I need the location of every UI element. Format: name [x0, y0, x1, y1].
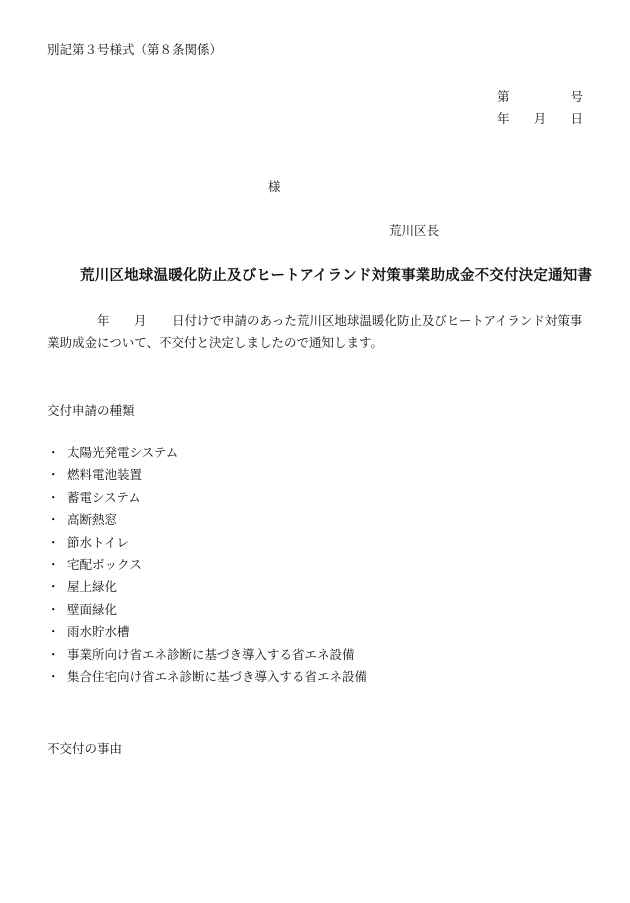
list-item — [47, 491, 367, 513]
body-year: 年 — [97, 313, 110, 328]
list-item-label: 節水トイレ — [67, 534, 129, 550]
number-suffix: 号 — [570, 89, 583, 104]
section-heading-application-types: 交付申請の種類 — [47, 403, 135, 418]
list-item — [47, 536, 367, 558]
list-item-label: 事業所向け省エネ診断に基づき導入する省エネ設備 — [67, 646, 355, 662]
number-prefix: 第 — [497, 89, 510, 104]
bullet: ・ — [47, 534, 60, 550]
document-title: 荒川区地球温暖化防止及びヒートアイランド対策事業助成金不交付決定通知書 — [80, 267, 593, 284]
addressee-honorific: 様 — [268, 179, 281, 194]
list-item — [47, 625, 367, 647]
list-item-label: 集合住宅向け省エネ診断に基づき導入する省エネ設備 — [67, 668, 368, 684]
list-item-label: 蓄電システム — [67, 489, 141, 505]
list-item — [47, 648, 367, 670]
body-paragraph-line2: 業助成金について、不交付と決定しましたので通知します。 — [47, 335, 384, 350]
bullet: ・ — [47, 646, 60, 662]
list-item — [47, 580, 367, 602]
bullet: ・ — [47, 624, 60, 640]
application-type-list — [47, 446, 367, 692]
list-item-label: 壁面緑化 — [67, 601, 118, 617]
date-month: 月 — [533, 111, 547, 126]
bullet: ・ — [47, 556, 60, 572]
section-heading-rejection-reason: 不交付の事由 — [47, 741, 123, 756]
list-item — [47, 670, 367, 692]
list-item — [47, 603, 367, 625]
document-date — [497, 109, 583, 127]
list-item-label: 宅配ボックス — [67, 556, 142, 572]
list-item — [47, 558, 367, 580]
bullet: ・ — [47, 512, 60, 528]
document-number — [497, 87, 583, 105]
bullet: ・ — [47, 445, 60, 460]
list-item — [47, 468, 367, 490]
sender-name: 荒川区長 — [389, 223, 440, 238]
bullet: ・ — [47, 579, 60, 595]
bullet: ・ — [47, 668, 60, 684]
list-item-label: 太陽光発電システム — [67, 445, 179, 460]
list-item-label: 雨水貯水槽 — [67, 624, 130, 640]
bullet: ・ — [47, 601, 60, 617]
form-label: 別記第３号様式（第８条関係） — [47, 42, 223, 57]
date-year: 年 — [497, 111, 510, 126]
body-line1-text: 日付けで申請のあった荒川区地球温暖化防止及びヒートアイランド対策事 — [172, 313, 583, 328]
date-day: 日 — [570, 111, 583, 126]
list-item — [47, 446, 367, 468]
list-item-label: 高断熱窓 — [67, 512, 118, 528]
bullet: ・ — [47, 467, 60, 483]
list-item-label: 屋上緑化 — [67, 579, 118, 595]
body-month: 月 — [134, 313, 147, 328]
bullet: ・ — [47, 489, 60, 505]
list-item — [47, 513, 367, 535]
list-item-label: 燃料電池装置 — [67, 467, 143, 483]
